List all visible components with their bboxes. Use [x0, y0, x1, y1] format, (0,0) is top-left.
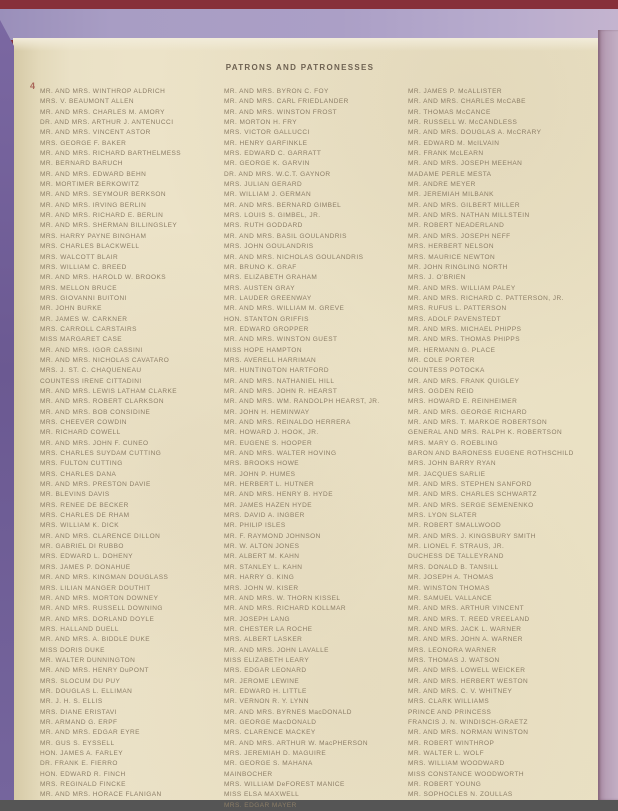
patron-name: MR. ANDRE MEYER: [408, 181, 476, 189]
patron-name: MR. AND MRS. HENRY B. HYDE: [224, 491, 333, 499]
patron-name: MR. JOHN BURKE: [40, 305, 102, 313]
patron-name: MR. AND MRS. SHERMAN BILLINGSLEY: [40, 222, 178, 230]
patron-name: MR. GEORGE S. MAHANA: [224, 760, 313, 768]
patron-name: MR. AND MRS. SEYMOUR BERKSON: [40, 191, 167, 199]
patron-name: MR. AND MRS. JACK L. WARNER: [408, 625, 522, 633]
patron-name: MISS MARGARET CASE: [40, 336, 123, 344]
patron-name: MR. AND MRS. RICHARD BARTHELMESS: [40, 150, 182, 158]
patron-name: MR. SAMUEL VALLANCE: [408, 594, 493, 602]
patron-name: MR. THOMAS McCANCE: [408, 108, 491, 116]
patron-name: COUNTESS IRENE CITTADINI: [40, 377, 142, 385]
patron-name: MR. MORTON H. FRY: [224, 119, 298, 127]
patron-name: MR. JOSEPH LANG: [224, 615, 290, 623]
patron-name: MRS. JULIAN GERARD: [224, 181, 303, 189]
patron-name: MR. PHILIP ISLES: [224, 522, 286, 530]
patron-name: DR. AND MRS. W.C.T. GAYNOR: [224, 170, 331, 178]
patron-name: MR. AND MRS. LEWIS LATHAM CLARKE: [40, 387, 178, 395]
patron-name: MRS. EDGAR LEONARD: [224, 667, 307, 675]
patron-name: DR. AND MRS. ARTHUR J. ANTENUCCI: [40, 119, 174, 127]
patron-name: MRS. EDWARD L. DOHENY: [40, 553, 133, 561]
patron-name: MR. JAMES HAZEN HYDE: [224, 501, 313, 509]
patron-name: MRS. GIOVANNI BUITONI: [40, 294, 127, 302]
patron-name: MR. STANLEY L. KAHN: [224, 563, 303, 571]
patron-name: MRS. RUTH GODDARD: [224, 222, 303, 230]
patron-name: MR. COLE PORTER: [408, 356, 475, 364]
patron-name: MR. AND MRS. NATHANIEL HILL: [224, 377, 335, 385]
patron-name: HON. EDWARD R. FINCH: [40, 770, 126, 778]
patron-name: MR. GABRIEL DI RUBBO: [40, 543, 124, 551]
patron-name: MRS. V. BEAUMONT ALLEN: [40, 98, 135, 106]
patron-name: MR. JOHN RINGLING NORTH: [408, 263, 508, 271]
patron-name: FRANCIS J. N. WINDISCH-GRAETZ: [408, 718, 528, 726]
patron-name: MR. AND MRS. CLARENCE DILLON: [40, 532, 161, 540]
patron-name: MR. AND MRS. NICHOLAS GOULANDRIS: [224, 253, 364, 261]
patron-name: MR. GUS S. EYSSELL: [40, 739, 115, 747]
patron-name: MRS. JEREMIAH D. MAGUIRE: [224, 750, 327, 757]
patron-name: MR. AND MRS. STEPHEN SANFORD: [408, 481, 532, 489]
patron-name: MR. EDWARD M. McILVAIN: [408, 139, 500, 147]
patron-name: MR. JOHN P. HUMES: [224, 470, 296, 478]
patron-name: MR. AND MRS. GILBERT MILLER: [408, 201, 520, 209]
patron-name: MR. AND MRS. MORTON DOWNEY: [40, 594, 159, 602]
patron-name: MR. AND MRS. PRESTON DAVIE: [40, 481, 151, 489]
patron-name: MISS CONSTANCE WOODWORTH: [408, 770, 525, 778]
patron-name: MR. J. H. S. ELLIS: [40, 698, 103, 706]
patron-name: MR. AND MRS. EDGAR EYRE: [40, 729, 140, 737]
patron-name: MR. AND MRS. CARL FRIEDLANDER: [224, 98, 349, 106]
patron-name: MRS. MAURICE NEWTON: [408, 253, 496, 261]
patron-name: MISS HOPE HAMPTON: [224, 346, 302, 354]
patron-name: MR. AND MRS. GEORGE RICHARD: [408, 408, 528, 416]
patron-name: BARON AND BARONESS EUGENE ROTHSCHILD: [408, 450, 574, 458]
patron-name: MISS ELSA MAXWELL: [224, 791, 300, 799]
patron-name: MR. AND MRS. REINALDO HERRERA: [224, 419, 351, 426]
patron-name: MR. ROBERT SMALLWOOD: [408, 522, 502, 530]
patron-name: MR. AND MRS. JOHN F. CUNEO: [40, 439, 149, 447]
patron-name: MRS. WILLIAM WOODWARD: [408, 760, 505, 768]
patron-name: DUCHESS DE TALLEYRAND: [408, 553, 504, 561]
patron-name: MR. GEORGE MacDONALD: [224, 718, 317, 726]
patron-name: HON. JAMES A. FARLEY: [40, 750, 124, 757]
patron-name: MR. EDWARD H. LITTLE: [224, 687, 307, 695]
patron-name: MRS. OGDEN REID: [408, 387, 474, 395]
patron-name: MRS. WILLIAM K. DICK: [40, 522, 120, 530]
patron-name: MR. AND MRS. CHARLES McCABE: [408, 98, 526, 106]
patron-name: MRS. HERBERT NELSON: [408, 243, 494, 251]
patron-name: MR. AND MRS. LOWELL WEICKER: [408, 667, 526, 675]
patron-name: MR. F. RAYMOND JOHNSON: [224, 532, 321, 540]
patron-name: MR. AND MRS. RUSSELL DOWNING: [40, 605, 163, 613]
patron-name: MR. ROBERT WINTHROP: [408, 739, 495, 747]
patron-name: MRS. DIANE ERISTAVI: [40, 708, 117, 716]
patron-name: MR. AND MRS. WINSTON FROST: [224, 108, 338, 116]
patron-name: MR. AND MRS. BYRNES MacDONALD: [224, 708, 352, 716]
patron-name: DR. FRANK E. FIERRO: [40, 760, 118, 768]
patron-name: MR. ROBERT NEADERLAND: [408, 222, 505, 230]
patron-name: MR. AND MRS. THOMAS PHIPPS: [408, 336, 520, 344]
patron-name: MR. LIONEL F. STRAUS, JR.: [408, 543, 505, 551]
patron-name: MRS. CHARLES DE RHAM: [40, 512, 130, 520]
patron-name: MR. RICHARD COWELL: [40, 429, 121, 437]
patron-name: MR. HARRY G. KING: [224, 574, 295, 582]
patron-name: MRS. THOMAS J. WATSON: [408, 656, 500, 664]
patron-name: MR. AND MRS. A. BIDDLE DUKE: [40, 636, 151, 644]
patron-name: MR. WINSTON THOMAS: [408, 584, 490, 592]
patron-name: MR. AND MRS. HENRY DuPONT: [40, 667, 149, 675]
patron-name: MRS. HARRY PAYNE BINGHAM: [40, 232, 147, 240]
patron-name: MR. ROBERT YOUNG: [408, 781, 482, 789]
patron-name: MR. HERMANN G. PLACE: [408, 346, 496, 354]
patron-name: MR. AND MRS. BOB CONSIDINE: [40, 408, 151, 416]
patron-name: MR. W. ALTON JONES: [224, 543, 300, 551]
patron-name: MR. JEREMIAH MILBANK: [408, 191, 494, 199]
patron-name: MR. WALTER L. WOLF: [408, 750, 484, 757]
patron-name: MR. AND MRS. RICHARD E. BERLIN: [40, 212, 164, 220]
patron-name: MR. MORTIMER BERKOWITZ: [40, 181, 140, 189]
spine-strip: [0, 20, 14, 800]
patron-name: MR. BLEVINS DAVIS: [40, 491, 110, 499]
patron-name: MR. BRUNO K. GRAF: [224, 263, 297, 271]
patron-name: MR. AND MRS. DORLAND DOYLE: [40, 615, 155, 623]
patron-name: MR. RUSSELL W. McCANDLESS: [408, 119, 518, 127]
patron-name: MR. AND MRS. ROBERT CLARKSON: [40, 398, 164, 406]
patrons-column-3: [408, 87, 598, 801]
patron-name: MRS. EDGAR MAYER: [224, 801, 297, 809]
patron-name: MISS DORIS DUKE: [40, 646, 105, 654]
patron-name: MRS. RUFUS L. PATTERSON: [408, 305, 507, 313]
patron-name: MRS. JOHN BARRY RYAN: [408, 460, 496, 468]
patron-name: MR. AND MRS. VINCENT ASTOR: [40, 129, 151, 137]
patron-name: MR. AND MRS. BYRON C. FOY: [224, 88, 329, 95]
patron-name: MR. AND MRS. FRANK QUIGLEY: [408, 377, 520, 385]
patron-name: MR. JAMES W. CARKNER: [40, 315, 128, 323]
patron-name: MRS. MELLON BRUCE: [40, 284, 117, 292]
patron-name: MR. AND MRS. JOSEPH NEFF: [408, 232, 511, 240]
patron-name: MR. AND MRS. HORACE FLANIGAN: [40, 791, 162, 799]
patron-name: MR. HOWARD J. HOOK, JR.: [224, 429, 319, 437]
patron-name: MRS. HALLAND DUELL: [40, 625, 119, 633]
patron-name: MR. AND MRS. CHARLES SCHWARTZ: [408, 491, 537, 499]
patron-name: MR. AND MRS. CHARLES M. AMORY: [40, 108, 165, 116]
patron-name: MR. HENRY GARFINKLE: [224, 139, 308, 147]
patron-name: MR. GEORGE K. GARVIN: [224, 160, 310, 168]
patron-name: MRS. FULTON CUTTING: [40, 460, 123, 468]
patron-name: MR. AND MRS. IGOR CASSINI: [40, 346, 143, 354]
patron-name: MR. AND MRS. NATHAN MILLSTEIN: [408, 212, 530, 220]
page-stack-edge: [598, 30, 618, 800]
program-page: [13, 38, 598, 809]
patron-name: MRS. J. O'BRIEN: [408, 274, 466, 282]
patron-name: MR. AND MRS. RICHARD C. PATTERSON, JR.: [408, 294, 564, 302]
patron-name: MRS. CHARLES SUYDAM CUTTING: [40, 450, 162, 458]
patron-name: MR. EDWARD GROPPER: [224, 325, 309, 333]
patron-name: MRS. REGINALD FINCKE: [40, 781, 126, 789]
patrons-column-1: [40, 87, 224, 801]
patron-name: MR. LAUDER GREENWAY: [224, 294, 312, 302]
patron-name: MR. AND MRS. HERBERT WESTON: [408, 677, 529, 685]
patron-name: MR. AND MRS. IRVING BERLIN: [40, 201, 147, 209]
patron-name: MRS. GEORGE F. BAKER: [40, 139, 127, 147]
patron-name: MRS. CLARK WILLIAMS: [408, 698, 490, 706]
patron-name: MRS. BROOKS HOWE: [224, 460, 300, 468]
patron-name: MR. AND MRS. MICHAEL PHIPPS: [408, 325, 522, 333]
patron-name: MR. JAMES P. McALLISTER: [408, 88, 503, 95]
patron-name: MR. AND MRS. JOHN A. WARNER: [408, 636, 523, 644]
patron-name: MR. EUGENE S. HOOPER: [224, 439, 313, 447]
patron-name: MR. AND MRS. KINGMAN DOUGLASS: [40, 574, 169, 582]
page-corner-mark: 4: [30, 81, 36, 91]
patron-name: MR. AND MRS. BERNARD GIMBEL: [224, 201, 342, 209]
patron-name: MAINBOCHER: [224, 770, 273, 778]
patron-name: MR. AND MRS. BASIL GOULANDRIS: [224, 232, 347, 240]
patron-name: MR. WALTER DUNNINGTON: [40, 656, 136, 664]
patron-name: MR. AND MRS. C. V. WHITNEY: [408, 687, 513, 695]
patron-name: MRS. MARY G. ROEBLING: [408, 439, 499, 447]
patron-name: MR. CHESTER LA ROCHE: [224, 625, 313, 633]
patron-name: MR. AND MRS. DOUGLAS A. McCRARY: [408, 129, 542, 137]
patron-name: MR. AND MRS. JOHN R. HEARST: [224, 387, 338, 395]
patron-name: MRS. CHEEVER COWDIN: [40, 419, 127, 426]
patron-name: MR. AND MRS. JOHN LAVALLE: [224, 646, 329, 654]
patron-name: MR. AND MRS. RICHARD KOLLMAR: [224, 605, 347, 613]
patron-name: MISS ELIZABETH LEARY: [224, 656, 310, 664]
patron-name: MR. WILLIAM J. GERMAN: [224, 191, 312, 199]
patron-name: MRS. JOHN W. KISER: [224, 584, 299, 592]
patron-name: MR. AND MRS. WALTER HOVING: [224, 450, 337, 458]
page-title: PATRONS AND PATRONESSES: [225, 63, 375, 72]
patron-name: MR. AND MRS. WILLIAM M. GREVE: [224, 305, 345, 313]
patron-name: MRS. ALBERT LASKER: [224, 636, 303, 644]
patron-name: MRS. J. ST. C. CHAQUENEAU: [40, 367, 142, 375]
patron-name: MRS. WILLIAM DeFOREST MANICE: [224, 781, 345, 789]
patron-name: MR. FRANK McLEARN: [408, 150, 484, 158]
patron-name: MR. JOSEPH A. THOMAS: [408, 574, 494, 582]
patron-name: MRS. RENEE DE BECKER: [40, 501, 129, 509]
patron-name: MRS. JOHN GOULANDRIS: [224, 243, 314, 251]
patron-name: MRS. ADOLF PAVENSTEDT: [408, 315, 502, 323]
patron-name: MR. AND MRS. W. THORN KISSEL: [224, 594, 341, 602]
patron-name: MR. AND MRS. NICHOLAS CAVATARO: [40, 356, 170, 364]
patron-name: MR. ALBERT M. KAHN: [224, 553, 300, 561]
patron-name: MRS. LOUIS S. GIMBEL, JR.: [224, 212, 321, 220]
patron-name: MRS. WILLIAM C. BREED: [40, 263, 127, 271]
patron-name: COUNTESS POTOCKA: [408, 367, 485, 375]
patron-name: MR. AND MRS. EDWARD BEHN: [40, 170, 147, 178]
patron-name: MR. HERBERT L. HUTNER: [224, 481, 315, 489]
patron-name: MRS. CHARLES BLACKWELL: [40, 243, 140, 251]
patron-name: MR. JOHN H. HEMINWAY: [224, 408, 310, 416]
patron-name: MRS. ELIZABETH GRAHAM: [224, 274, 318, 282]
patron-name: MRS. AUSTEN GRAY: [224, 284, 296, 292]
patron-name: MR. AND MRS. JOSEPH MEEHAN: [408, 160, 523, 168]
patron-name: MR. AND MRS. WM. RANDOLPH HEARST, JR.: [224, 398, 380, 406]
patron-name: MR. ARMAND G. ERPF: [40, 718, 118, 726]
patron-name: MR. SOPHOCLES N. ZOULLAS: [408, 791, 513, 799]
patron-name: MRS. EDWARD C. GARRATT: [224, 150, 322, 158]
patron-name: MRS. LEONORA WARNER: [408, 646, 497, 654]
patron-name: MR. JACQUES SARLIE: [408, 470, 486, 478]
patron-name: MR. AND MRS. HAROLD W. BROOKS: [40, 274, 167, 282]
patron-name: MRS. WALCOTT BLAIR: [40, 253, 119, 261]
patron-name: MRS. DONALD B. TANSILL: [408, 563, 499, 571]
patron-name: MADAME PERLE MESTA: [408, 170, 492, 178]
patron-name: MR. AND MRS. WINSTON GUEST: [224, 336, 338, 344]
patron-name: MR. DOUGLAS L. ELLIMAN: [40, 687, 133, 695]
patron-name: MRS. DAVID A. INGBER: [224, 512, 305, 520]
patrons-column-2: [224, 87, 408, 811]
patron-name: MR. AND MRS. NORMAN WINSTON: [408, 729, 529, 737]
patron-name: MR. BERNARD BARUCH: [40, 160, 123, 168]
patron-name: MR. HUNTINGTON HARTFORD: [224, 367, 330, 375]
patron-name: MRS. LYON SLATER: [408, 512, 478, 520]
patron-name: MRS. LILIAN MANGER DOUTHIT: [40, 584, 151, 592]
patron-name: GENERAL AND MRS. RALPH K. ROBERTSON: [408, 429, 563, 437]
patron-name: MRS. CLARENCE MACKEY: [224, 729, 316, 737]
patron-name: HON. STANTON GRIFFIS: [224, 315, 309, 323]
patron-name: MR. VERNON R. Y. LYNN: [224, 698, 309, 706]
patron-name: MRS. CHARLES DANA: [40, 470, 117, 478]
lavender-binding-band: [0, 9, 618, 40]
patron-name: MRS. HOWARD E. REINHEIMER: [408, 398, 518, 406]
patron-name: MRS. VICTOR GALLUCCI: [224, 129, 310, 137]
patron-name: MR. AND MRS. ARTHUR W. MacPHERSON: [224, 739, 369, 747]
patron-name: MR. AND MRS. WINTHROP ALDRICH: [40, 88, 166, 95]
patron-name: MR. JEROME LEWINE: [224, 677, 300, 685]
patron-name: MRS. SLOCUM DU PUY: [40, 677, 121, 685]
patron-name: MRS. JAMES P. DONAHUE: [40, 563, 131, 571]
patron-name: MR. AND MRS. J. KINGSBURY SMITH: [408, 532, 536, 540]
patron-name: MRS. CARROLL CARSTAIRS: [40, 325, 137, 333]
patron-name: MR. AND MRS. T. REED VREELAND: [408, 615, 530, 623]
patron-name: MR. AND MRS. ARTHUR VINCENT: [408, 605, 525, 613]
patron-name: MR. AND MRS. T. MARKOE ROBERTSON: [408, 419, 548, 426]
patron-name: MR. AND MRS. SERGE SEMENENKO: [408, 501, 534, 509]
patron-name: PRINCE AND PRINCESS: [408, 708, 492, 716]
patron-name: MRS. AVERELL HARRIMAN: [224, 356, 317, 364]
patron-name: MR. AND MRS. WILLIAM PALEY: [408, 284, 516, 292]
